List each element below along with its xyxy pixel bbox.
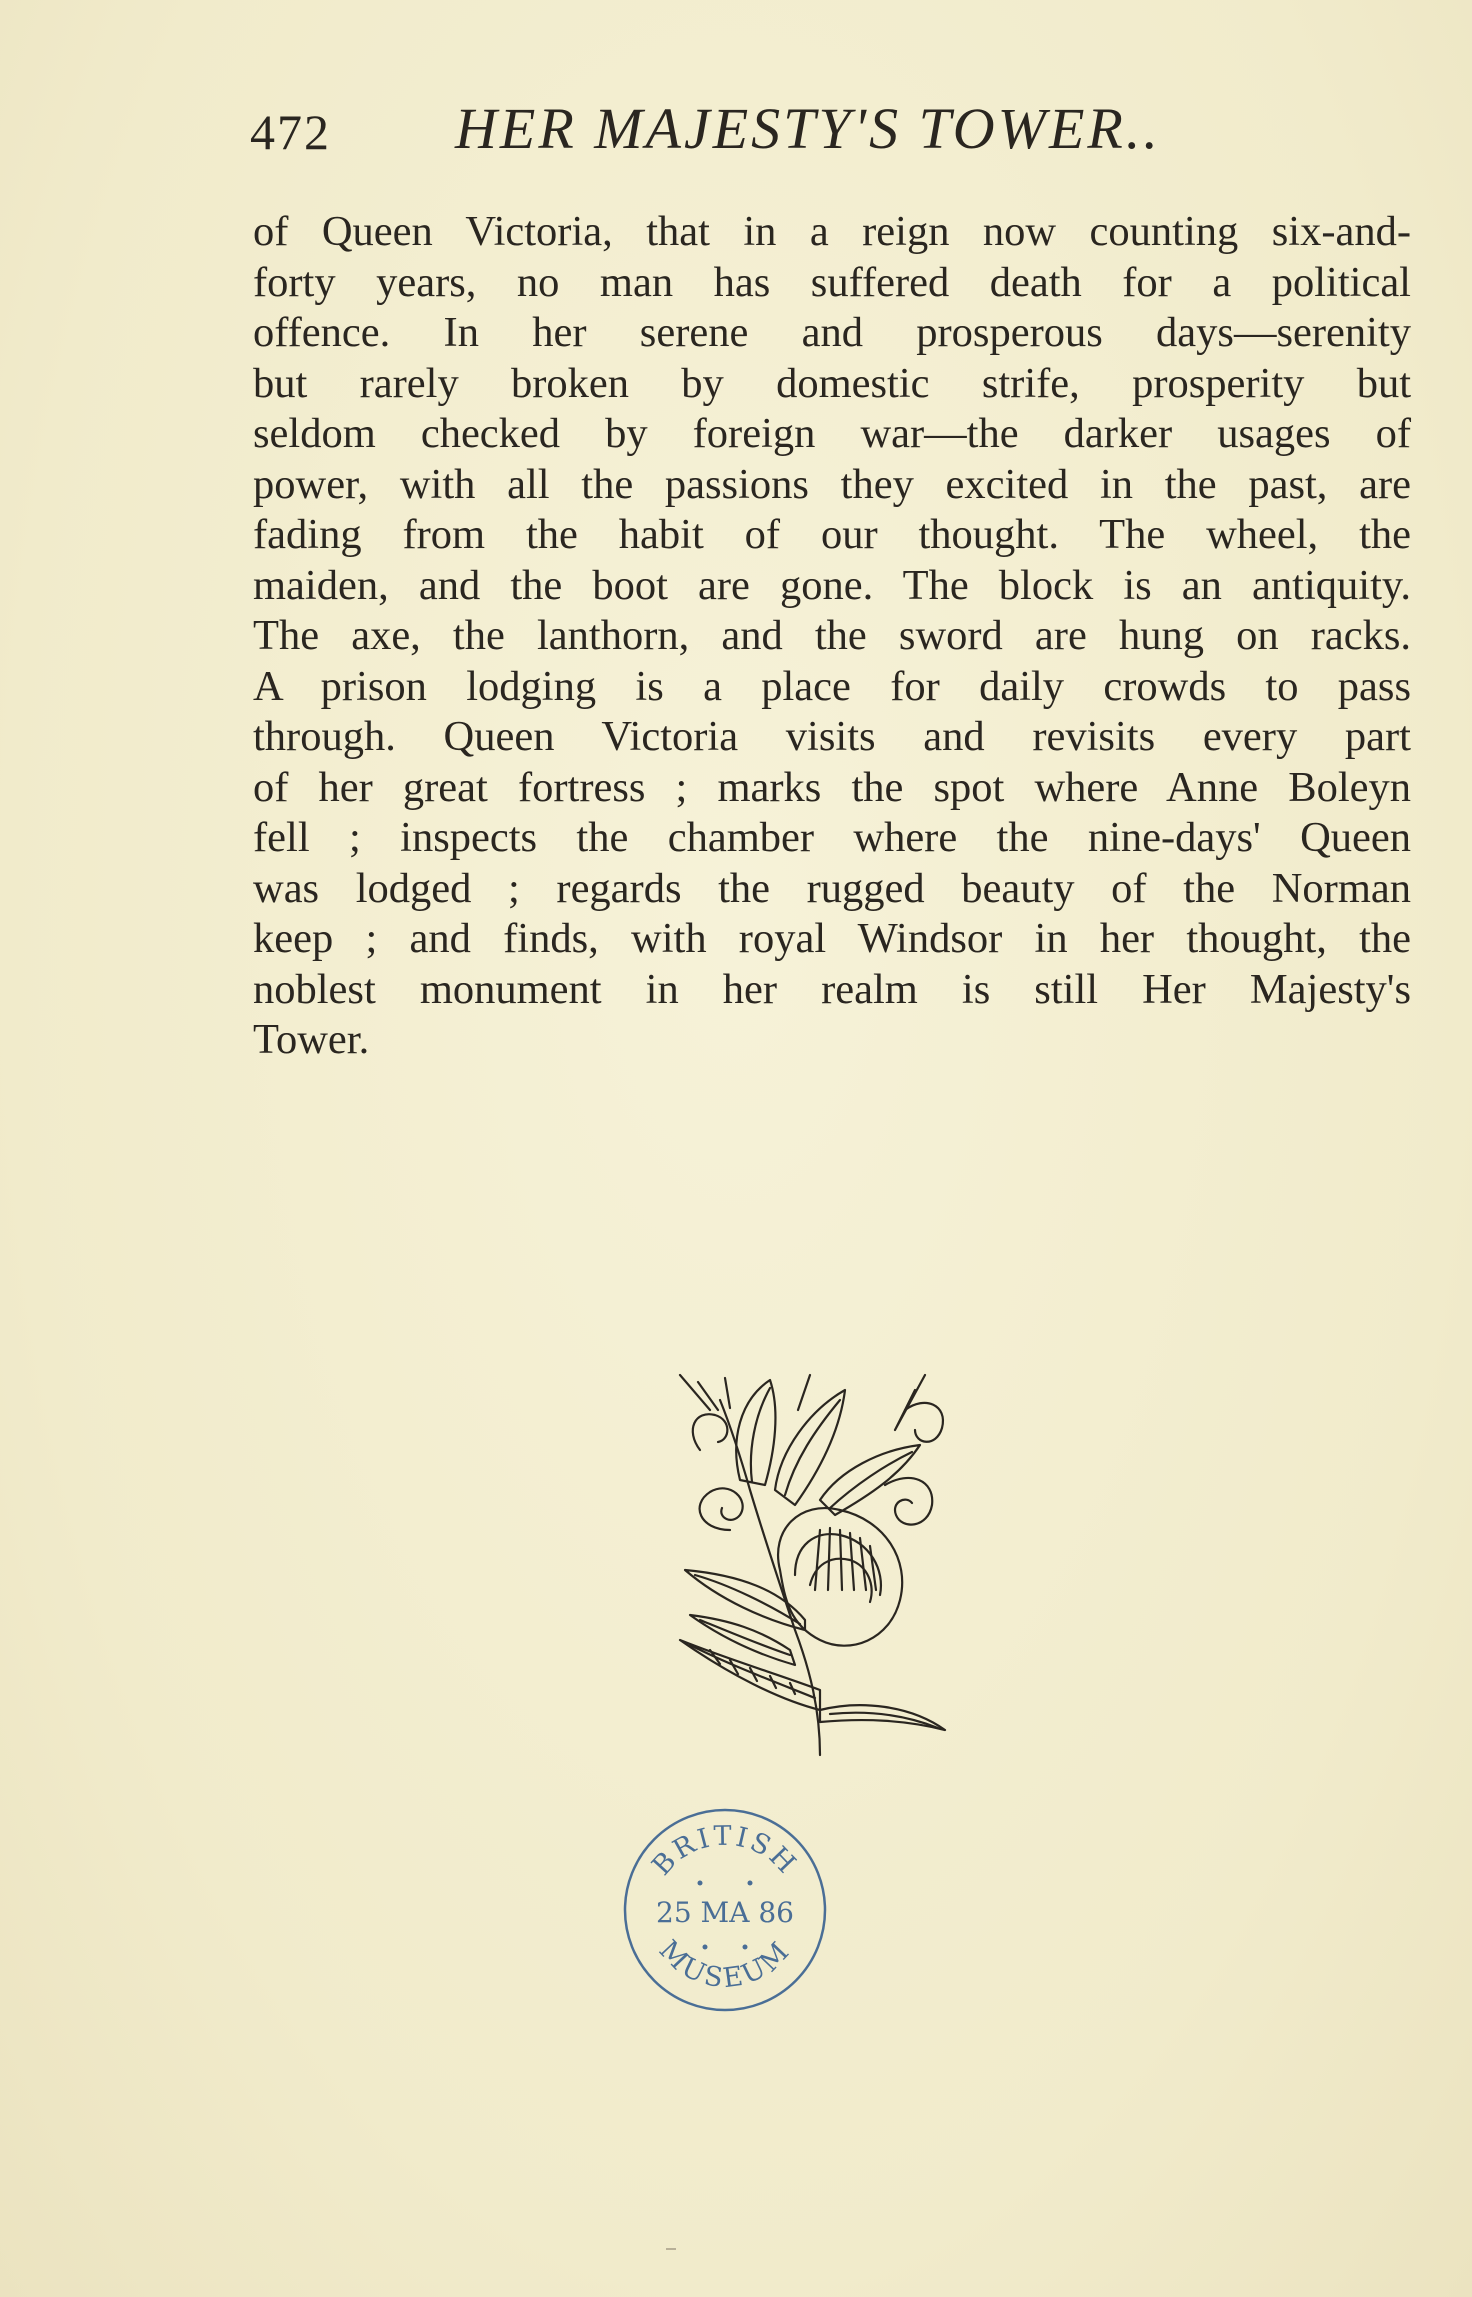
text-line: fell ; inspects the chamber where the nine-days' Queen bbox=[253, 814, 1411, 861]
page-mark bbox=[666, 2248, 676, 2250]
text-line: A prison lodging is a place for daily crowds to pass bbox=[253, 662, 1411, 710]
text-line: noblest monument in her realm is still Her Majesty's bbox=[253, 965, 1411, 1013]
stamp-bottom-text: MUSEUM bbox=[652, 1934, 798, 1995]
stamp-date: 25 MA 86 bbox=[656, 1896, 794, 1929]
text-line: forty years, no man has suffered death for a political bbox=[253, 258, 1411, 306]
museum-stamp bbox=[610, 1795, 840, 2025]
text-line: Tower. bbox=[253, 1016, 370, 1063]
text-line: maiden, and the boot are gone. The block is an antiquity. bbox=[253, 561, 1411, 609]
body-text bbox=[253, 207, 1411, 1066]
text-line: The axe, the lanthorn, and the sword are hung on racks. bbox=[253, 612, 1411, 659]
page-header bbox=[250, 95, 1250, 165]
text-line: but rarely broken by domestic strife, prosperity but bbox=[253, 359, 1411, 407]
text-line: offence. In her serene and prosperous days—serenity bbox=[253, 309, 1411, 356]
page-number: 472 bbox=[250, 104, 331, 160]
text-line: fading from the habit of our thought. The wheel, the bbox=[253, 511, 1411, 558]
text-line: of Queen Victoria, that in a reign now counting six-and- bbox=[253, 208, 1411, 255]
floral-tailpiece-icon bbox=[670, 1370, 960, 1760]
text-line: seldom checked by foreign war—the darker usages of bbox=[253, 410, 1411, 457]
text-line: power, with all the passions they excited in the past, are bbox=[253, 460, 1411, 508]
text-line: of her great fortress ; marks the spot where Anne Boleyn bbox=[253, 763, 1411, 811]
text-line: through. Queen Victoria visits and revisits every part bbox=[253, 713, 1411, 760]
text-line: keep ; and finds, with royal Windsor in her thought, the bbox=[253, 915, 1411, 962]
stamp-top-text: BRITISH bbox=[646, 1820, 804, 1882]
running-title: HER MAJESTY'S TOWER.. bbox=[455, 96, 1161, 161]
text-line: was lodged ; regards the rugged beauty of the Norman bbox=[253, 864, 1411, 912]
